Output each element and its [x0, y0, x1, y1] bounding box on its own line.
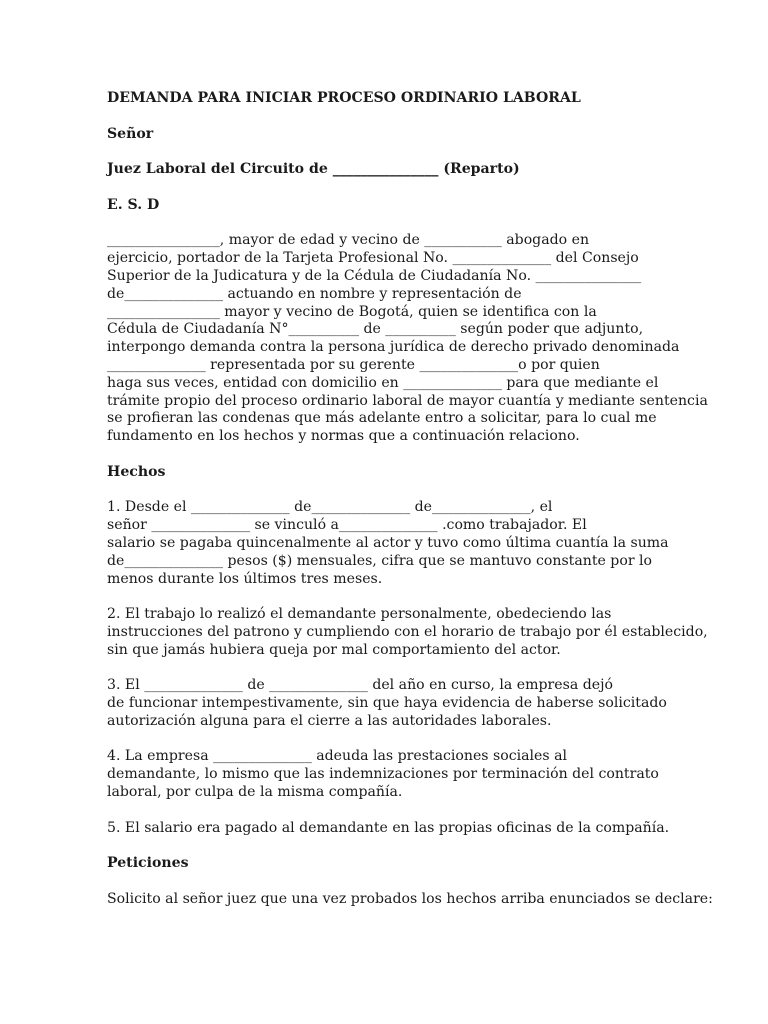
intro-line: ________________ mayor y vecino de Bogotá, quien se identifica con la — [107, 303, 597, 320]
intro-line: haga sus veces, entidad con domicilio en ______________ para que mediante el — [107, 374, 659, 391]
peticiones-heading: Peticiones — [107, 855, 189, 872]
hecho-line: señor ______________ se vinculó a______________ .como trabajador. El — [107, 517, 587, 534]
hecho-2 — [107, 606, 708, 659]
hecho-line: salario se pagaba quincenalmente al actor y tuvo como última cuantía la suma — [107, 534, 669, 551]
hecho-line: instrucciones del patrono y cumpliendo con el horario de trabajo por él establecido, — [107, 623, 708, 640]
hecho-line: autorización alguna para el cierre a las autoridades laborales. — [107, 712, 552, 729]
esd-line: E. S. D — [107, 196, 160, 213]
hecho-line: 2. El trabajo lo realizó el demandante personalmente, obedeciendo las — [107, 606, 612, 623]
hechos-heading: Hechos — [107, 463, 166, 480]
hecho-line: 1. Desde el ______________ de______________ de______________, el — [107, 499, 553, 516]
salutation: Señor — [107, 125, 154, 142]
hecho-3 — [107, 677, 667, 730]
intro-line: de______________ actuando en nombre y representación de — [107, 285, 522, 302]
hecho-line: 3. El ______________ de ______________ del año en curso, la empresa dejó — [107, 677, 613, 694]
hecho-line: de funcionar intempestivamente, sin que haya evidencia de haberse solicitado — [107, 695, 667, 712]
intro-line: Superior de la Judicatura y de la Cédula de Ciudadanía No. _______________ — [107, 267, 642, 284]
intro-line: fundamento en los hechos y normas que a continuación relaciono. — [107, 428, 580, 445]
document-page — [107, 90, 713, 909]
hecho-line: 4. La empresa ______________ adeuda las prestaciones sociales al — [107, 748, 568, 765]
hecho-line: demandante, lo mismo que las indemnizaciones por terminación del contrato — [107, 766, 659, 783]
peticiones-intro: Solicito al señor juez que una vez probados los hechos arriba enunciados se declare: — [107, 890, 713, 907]
hecho-line: 5. El salario era pagado al demandante en las propias oficinas de la compañía. — [107, 819, 670, 836]
hecho-1 — [107, 499, 667, 588]
intro-line: ________________, mayor de edad y vecino de ___________ abogado en — [107, 232, 590, 249]
hecho-line: menos durante los últimos tres meses. — [107, 570, 383, 587]
addressee: Juez Laboral del Circuito de _______________ (Reparto) — [107, 161, 520, 178]
hecho-5 — [107, 819, 670, 838]
intro-line: ______________ representada por su gerente ______________o por quien — [107, 356, 600, 373]
intro-line: ejercicio, portador de la Tarjeta Profesional No. ______________ del Consejo — [107, 250, 639, 267]
document-title: DEMANDA PARA INICIAR PROCESO ORDINARIO LABORAL — [107, 90, 581, 106]
hecho-4 — [107, 748, 667, 801]
hecho-line: de______________ pesos ($) mensuales, cifra que se mantuvo constante por lo — [107, 552, 653, 569]
hecho-line: laboral, por culpa de la misma compañía. — [107, 784, 403, 801]
intro-paragraph — [107, 232, 708, 446]
intro-line: se profieran las condenas que más adelante entro a solicitar, para lo cual me — [107, 410, 657, 427]
intro-line: trámite propio del proceso ordinario laboral de mayor cuantía y mediante sentencia — [107, 392, 708, 409]
hecho-line: sin que jamás hubiera queja por mal comportamiento del actor. — [107, 641, 561, 658]
intro-line: Cédula de Ciudadanía N°__________ de __________ según poder que adjunto, — [107, 321, 644, 338]
intro-line: interpongo demanda contra la persona jurídica de derecho privado denominada — [107, 339, 680, 356]
